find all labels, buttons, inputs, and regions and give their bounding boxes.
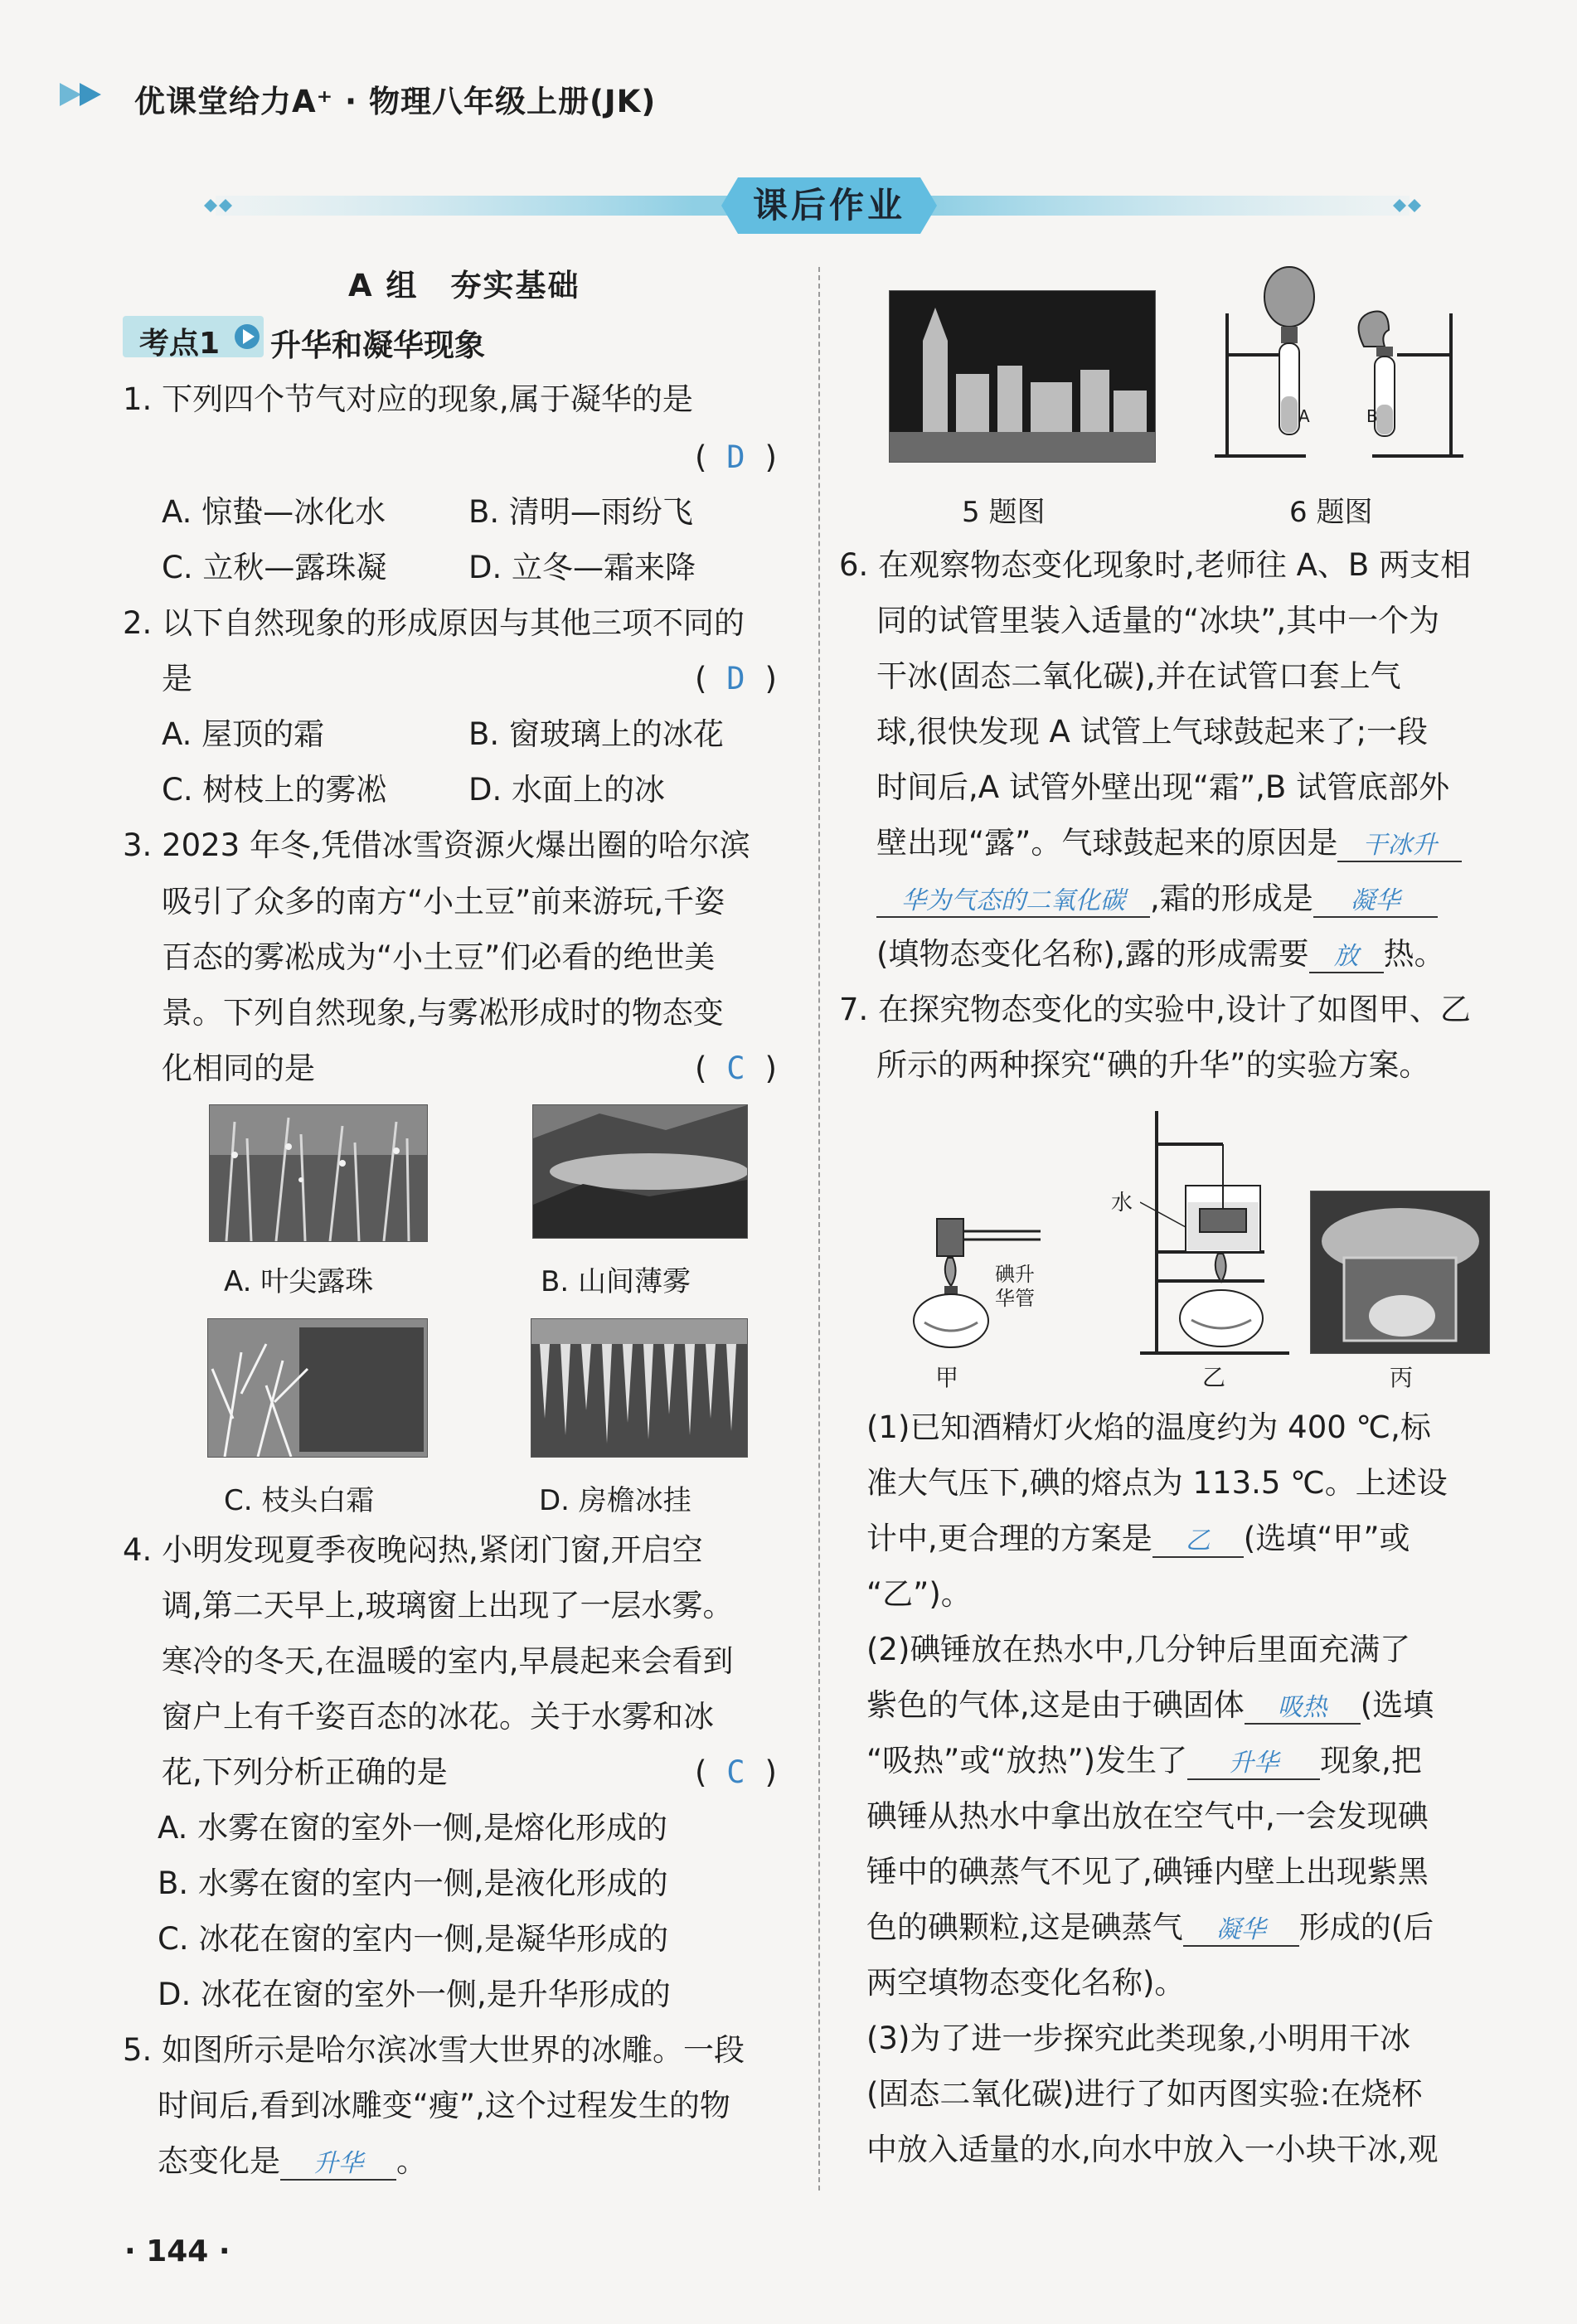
q4-option-d: D. 冰花在窗的室外一侧,是升华形成的 <box>158 1977 671 2012</box>
group-title: A 组 夯实基础 <box>348 268 580 303</box>
q7-p2-line-5: 锤中的碘蒸气不见了,碘锤内壁上出现紫黑 <box>866 1854 1429 1890</box>
q3-line-5: 化相同的是 <box>162 1050 315 1086</box>
page-number: · 144 · <box>124 2234 230 2268</box>
q6-text-8: (填物态变化名称),露的形成需要 <box>876 936 1309 972</box>
q7-p3-line-3: 中放入适量的水,向水中放入一小块干冰,观 <box>866 2132 1439 2167</box>
q2-stem-1: 2. 以下自然现象的形成原因与其他三项不同的 <box>123 605 745 641</box>
q6-text-8b: 热。 <box>1383 936 1445 972</box>
q3-answer: C <box>726 1050 745 1086</box>
book-title: 优课堂给力A⁺ · 物理八年级上册(JK) <box>134 84 657 119</box>
q5-blank: 升华 <box>280 2149 396 2181</box>
q7-p2-blank-1: 吸热 <box>1245 1693 1361 1725</box>
q1-option-a: A. 惊蛰—冰化水 <box>162 494 386 530</box>
q2-option-a: A. 屋顶的霜 <box>162 716 325 752</box>
label-tube-2: 华管 <box>995 1286 1035 1310</box>
q6-line-4: 球,很快发现 A 试管上气球鼓起来了;一段 <box>876 714 1429 750</box>
q2-stem-2: 是 <box>162 661 192 696</box>
q7-p2-blank-3: 凝华 <box>1183 1915 1299 1947</box>
diagram-test-tubes-balloons <box>1215 264 1463 463</box>
q6-line-2: 同的试管里装入适量的“冰块”,其中一个为 <box>876 603 1440 638</box>
q7-p2-blank-2: 升华 <box>1187 1749 1320 1780</box>
fig-bing-caption: 丙 <box>1390 1364 1414 1391</box>
q7-p1-text-3: 计中,更合理的方案是 <box>866 1521 1152 1556</box>
q7-p2-text-2b: (选填 <box>1360 1687 1434 1723</box>
q4-line-3: 寒冷的冬天,在温暖的室内,早晨起来会看到 <box>162 1643 734 1679</box>
q4-line-4: 窗户上有千姿百态的冰花。关于水雾和冰 <box>162 1699 714 1735</box>
q7-p2-line-2 <box>866 1687 1434 1725</box>
q7-p2-line-7: 两空填物态变化名称)。 <box>866 1965 1186 2001</box>
q7-p2-text-6b: 形成的(后 <box>1298 1909 1434 1945</box>
fig-jia-caption: 甲 <box>935 1364 959 1391</box>
q7-p1-line-2: 准大气压下,碘的熔点为 113.5 ℃。上述设 <box>866 1465 1448 1501</box>
q6-line-8 <box>876 936 1445 973</box>
play-arrow-icon <box>234 322 260 352</box>
q2-option-b: B. 窗玻璃上的冰花 <box>468 716 724 752</box>
q7-p3-line-2: (固态二氧化碳)进行了如丙图实验:在烧杯 <box>866 2076 1423 2112</box>
fig5-caption: 5 题图 <box>962 496 1046 529</box>
q7-p2-line-6 <box>866 1909 1434 1947</box>
q6-blank-1a: 干冰升 <box>1337 831 1462 862</box>
q4-answer: C <box>726 1754 745 1790</box>
q7-p1-line-1: (1)已知酒精灯火焰的温度约为 400 ℃,标 <box>866 1409 1431 1445</box>
q6-line-6 <box>876 825 1462 862</box>
q7-p2-line-4: 碘锤从热水中拿出放在空气中,一会发现碘 <box>866 1798 1429 1834</box>
q1-stem: 1. 下列四个节气对应的现象,属于凝华的是 <box>123 381 693 417</box>
q1-answer-paren: ( D ) <box>695 439 777 475</box>
kaodian-label: 考点1 <box>139 327 221 361</box>
label-tube <box>995 1263 1035 1311</box>
photo-ice-sculpture <box>889 290 1156 463</box>
q5-line-3 <box>158 2143 427 2181</box>
q7-line-2: 所示的两种探究“碘的升华”的实验方案。 <box>876 1047 1430 1083</box>
q1-answer: D <box>726 439 745 475</box>
q3-line-3: 百态的雾凇成为“小土豆”们必看的绝世美 <box>162 939 716 975</box>
q6-blank-2: 凝华 <box>1313 886 1438 918</box>
photo-dew-on-grass <box>209 1104 428 1242</box>
q2-option-c: C. 树枝上的雾凇 <box>162 772 387 808</box>
q3-line-1: 3. 2023 年冬,凭借冰雪资源火爆出圈的哈尔滨 <box>123 827 750 863</box>
q2-answer: D <box>726 661 745 696</box>
q7-p1-text-3b: (选填“甲”或 <box>1243 1521 1410 1556</box>
q4-line-5: 花,下列分析正确的是 <box>162 1754 448 1790</box>
section-title: 课后作业 <box>752 185 905 226</box>
q7-p2-text-3b: 现象,把 <box>1320 1743 1422 1778</box>
fig6-caption: 6 题图 <box>1289 496 1373 529</box>
q7-p2-line-3 <box>866 1743 1422 1780</box>
q1-option-d: D. 立冬—霜来降 <box>468 550 696 585</box>
q3-line-4: 景。下列自然现象,与雾凇形成时的物态变 <box>162 995 724 1031</box>
photo-frost-on-branches <box>207 1318 428 1458</box>
q2-answer-paren: ( D ) <box>695 661 777 696</box>
label-water: 水 <box>1111 1191 1133 1215</box>
q4-line-2: 调,第二天早上,玻璃窗上出现了一层水雾。 <box>162 1588 734 1623</box>
photo-bing-dry-ice-beaker <box>1310 1191 1490 1354</box>
q6-line-7 <box>876 881 1438 918</box>
q4-line-1: 4. 小明发现夏季夜晚闷热,紧闭门窗,开启空 <box>123 1532 703 1568</box>
q7-p2-text-6: 色的碘颗粒,这是碘蒸气 <box>866 1909 1183 1945</box>
photo-mountain-mist <box>532 1104 748 1239</box>
q7-p3-line-1: (3)为了进一步探究此类现象,小明用干冰 <box>866 2021 1411 2056</box>
tube-b-label: B <box>1366 406 1378 426</box>
q5-text: 态变化是 <box>158 2143 280 2179</box>
q7-p1-blank: 乙 <box>1152 1526 1244 1558</box>
q7-p2-text-3: “吸热”或“放热”)发生了 <box>866 1743 1188 1778</box>
diagram-yi-water-bath <box>1140 1111 1289 1360</box>
q7-line-1: 7. 在探究物态变化的实验中,设计了如图甲、乙 <box>839 992 1471 1027</box>
double-arrow-icon <box>60 80 126 109</box>
q3-caption-c: C. 枝头白霜 <box>224 1484 375 1517</box>
q3-caption-b: B. 山间薄雾 <box>541 1265 691 1298</box>
q3-line-2: 吸引了众多的南方“小土豆”前来游玩,千姿 <box>162 884 725 919</box>
q7-p1-line-3 <box>866 1521 1410 1558</box>
q4-option-b: B. 水雾在窗的室内一侧,是液化形成的 <box>158 1866 668 1901</box>
q1-option-b: B. 清明—雨纷飞 <box>468 494 693 530</box>
q4-option-a: A. 水雾在窗的室外一侧,是熔化形成的 <box>158 1810 667 1846</box>
tube-a-label: A <box>1298 406 1310 426</box>
q5-line-1: 5. 如图所示是哈尔滨冰雪大世界的冰雕。一段 <box>123 2032 745 2068</box>
q4-option-c: C. 冰花在窗的室内一侧,是凝华形成的 <box>158 1921 669 1957</box>
column-divider <box>818 267 820 2191</box>
q3-caption-d: D. 房檐冰挂 <box>539 1484 691 1517</box>
q2-option-d: D. 水面上的冰 <box>468 772 666 808</box>
label-tube-1: 碘升 <box>995 1263 1035 1286</box>
q7-p1-line-4: “乙”)。 <box>866 1576 972 1612</box>
q6-line-3: 干冰(固态二氧化碳),并在试管口套上气 <box>876 658 1401 694</box>
photo-icicles <box>531 1318 748 1458</box>
q7-p2-text-2: 紫色的气体,这是由于碘固体 <box>866 1687 1245 1723</box>
fig-yi-caption: 乙 <box>1202 1364 1226 1391</box>
q6-line-5: 时间后,A 试管外壁出现“霜”,B 试管底部外 <box>876 769 1450 805</box>
kaodian-title: 升华和凝华现象 <box>270 327 485 363</box>
q6-line-1: 6. 在观察物态变化现象时,老师往 A、B 两支相 <box>839 547 1472 583</box>
q5-end: 。 <box>396 2143 427 2179</box>
q3-answer-paren: ( C ) <box>695 1050 777 1086</box>
q6-text-7: ,霜的形成是 <box>1150 881 1313 916</box>
q6-blank-1b: 华为气态的二氧化碳 <box>876 886 1150 918</box>
q4-answer-paren: ( C ) <box>695 1754 777 1790</box>
q1-option-c: C. 立秋—露珠凝 <box>162 550 387 585</box>
q3-caption-a: A. 叶尖露珠 <box>224 1265 374 1298</box>
q7-p2-line-1: (2)碘锤放在热水中,几分钟后里面充满了 <box>866 1632 1411 1667</box>
q5-line-2: 时间后,看到冰雕变“瘦”,这个过程发生的物 <box>158 2088 730 2123</box>
q6-text-6: 壁出现“露”。气球鼓起来的原因是 <box>876 825 1338 861</box>
q6-blank-3: 放 <box>1309 942 1384 973</box>
